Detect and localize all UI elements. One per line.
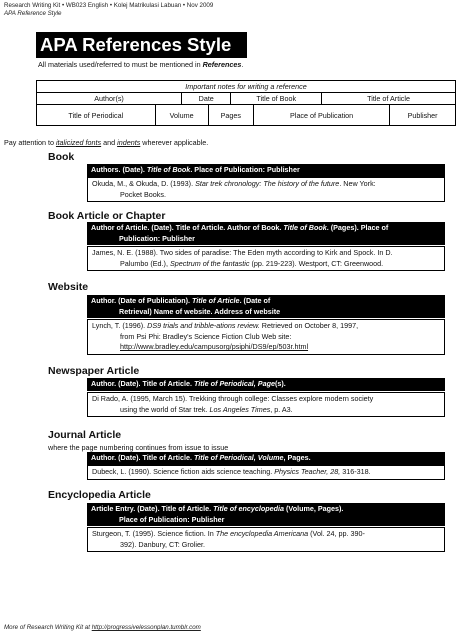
format-box: Author. (Date). Title of Article. Title of Periodical, Volume, Pages. — [87, 452, 445, 465]
attention-term: indents — [117, 138, 141, 147]
section-subtitle: where the page numbering continues from issue to issue — [48, 443, 229, 452]
page-subtitle: All materials used/referred to must be mentioned in References. — [38, 60, 244, 69]
footer-link[interactable]: http://progressivelessonplan.tumblr.com — [91, 624, 201, 631]
header-line: Research Writing Kit • WB023 English • Kolej Matrikulasi Labuan • Nov 2009 — [4, 2, 214, 9]
example-box: James, N. E. (1988). Two sides of paradise: The Eden myth according to Kirk and Spock. In D. Palumbo (Ed.), Spectrum of the fantastic (pp. 219-223). Westport, CT: Greenwood. — [87, 246, 445, 271]
format-box: Authors. (Date). Title of Book. Place of Publication: Publisher — [87, 164, 445, 177]
notes-cell: Volume — [155, 105, 208, 126]
notes-cell: Author(s) — [37, 93, 182, 105]
document-header — [4, 2, 213, 18]
subtitle-emphasis: References — [202, 60, 242, 69]
notes-caption: Important notes for writing a reference — [37, 81, 456, 93]
section-title: Journal Article — [48, 429, 122, 441]
section-title: Book Article or Chapter — [48, 210, 166, 222]
section-title: Book — [48, 151, 75, 163]
format-box: Article Entry. (Date). Title of Article. Title of encyclopedia (Volume, Pages). Place of Publication: Publisher — [87, 503, 445, 526]
header-subline: APA Reference Style — [4, 10, 62, 17]
notes-cell: Title of Book — [231, 93, 322, 105]
format-box: Author of Article. (Date). Title of Article. Author of Book. Title of Book. (Pages). Place of Publication: Publisher — [87, 222, 445, 245]
notes-cell: Title of Periodical — [37, 105, 156, 126]
format-box: Author. (Date). Title of Article. Title of Periodical, Page(s). — [87, 378, 445, 391]
notes-table — [36, 80, 456, 126]
notes-cell: Publisher — [390, 105, 456, 126]
example-box: Okuda, M., & Okuda, D. (1993). Star trek chronology: The history of the future. New York: Pocket Books. — [87, 177, 445, 202]
notes-cell: Place of Publication — [254, 105, 390, 126]
notes-cell: Title of Article — [322, 93, 456, 105]
section-title: Newspaper Article — [48, 365, 140, 377]
example-url-link[interactable]: http://www.bradley.edu/campusorg/psiphi/DS9/ep/503r.html — [120, 342, 309, 351]
example-box: Sturgeon, T. (1995). Science fiction. In The encyclopedia Americana (Vol. 24, pp. 390- 392). Danbury, CT: Grolier. — [87, 527, 445, 552]
section-title: Encyclopedia Article — [48, 489, 151, 501]
format-box: Author. (Date of Publication). Title of Article. (Date of Retrieval) Name of website. Address of website — [87, 295, 445, 318]
page-footer: More of Research Writing Kit at http://progressivelessonplan.tumblr.com — [4, 624, 201, 631]
example-box: Dubeck, L. (1990). Science fiction aids science teaching. Physics Teacher, 28, 316-318. — [87, 465, 445, 480]
section-title: Website — [48, 281, 89, 293]
example-box: Lynch, T. (1996). DS9 trials and tribble-ations review. Retrieved on October 8, 1997, from Psi Phi: Bradley's Science Fiction Club Web site: http://www.bradley.edu/campusorg/psiphi/DS9/ep/503r.html — [87, 319, 445, 355]
page-title: APA References Style — [36, 32, 247, 58]
example-box: Di Rado, A. (1995, March 15). Trekking through college: Classes explore modern society using the world of Star trek. Los Angeles Times, p. A3. — [87, 392, 445, 417]
attention-term: italicized fonts — [55, 138, 102, 147]
notes-cell: Date — [182, 93, 231, 105]
attention-note: Pay attention to italicized fonts and indents wherever applicable. — [4, 138, 209, 147]
notes-cell: Pages — [208, 105, 253, 126]
